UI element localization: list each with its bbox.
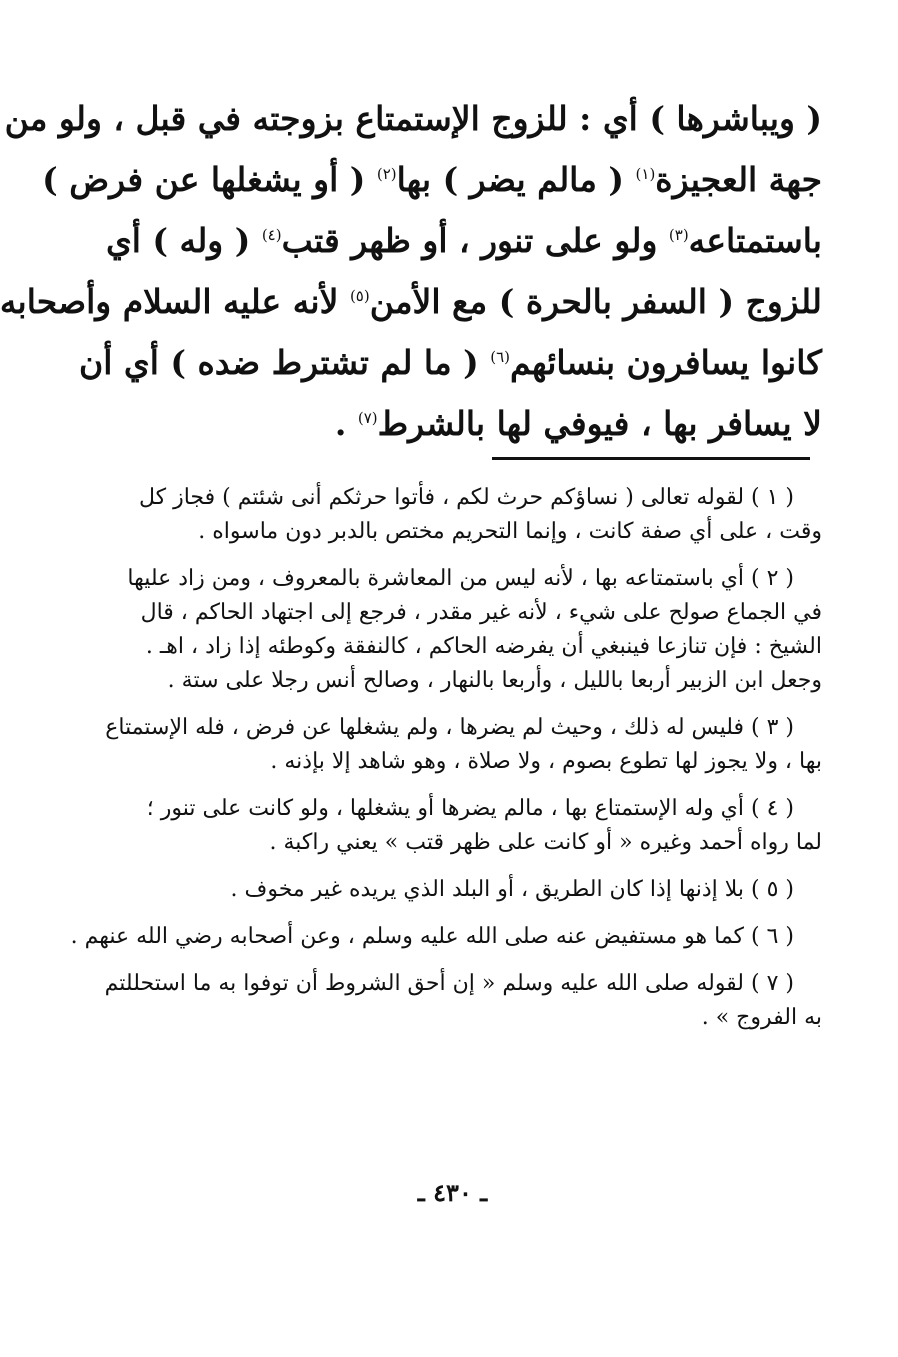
main-line-5 xyxy=(78,332,822,393)
footnote-marker-4[interactable]: (٤) xyxy=(261,226,282,244)
footnote-line: به الفروج » . xyxy=(701,1005,822,1030)
footnote-2 xyxy=(83,562,822,698)
main-line-2 xyxy=(42,149,822,210)
footnote-marker-5[interactable]: (٥) xyxy=(349,287,370,305)
footnote-5 xyxy=(83,873,822,907)
footnote-line: الشيخ : فإن تنازعا فينبغي أن يفرضه الحاكم ، كالنفقة وكوطئه إذا زاد ، اهـ . xyxy=(145,634,822,659)
footnote-line: ( ٣ ) فليس له ذلك ، وحيث لم يضرها ، ولم يشغلها عن فرض ، فله الإستمتاع xyxy=(105,715,794,740)
main-text-segment: لأنه عليه السلام وأصحابه xyxy=(0,282,339,321)
footnote-4 xyxy=(83,792,822,860)
footnote-line: وقت ، على أي صفة كانت ، وإنما التحريم مختص بالدبر دون ماسواه . xyxy=(198,519,822,544)
main-text-segment: لا يسافر بها ، فيوفي لها بالشرط xyxy=(377,404,822,443)
page-number: ـ ٤٣٠ ـ xyxy=(417,1178,488,1207)
footnote-line: ( ٧ ) لقوله صلى الله عليه وسلم « إن أحق الشروط أن توفوا به ما استحللتم xyxy=(104,971,794,996)
footnote-7 xyxy=(83,967,822,1035)
footnote-marker-7[interactable]: (٧) xyxy=(357,409,378,427)
footnote-marker-3[interactable]: (٣) xyxy=(668,226,689,244)
main-text-segment: ( أو يشغلها عن فرض ) xyxy=(42,160,366,199)
main-line-1 xyxy=(4,88,822,149)
footnote-line: ( ٦ ) كما هو مستفيض عنه صلى الله عليه وسلم ، وعن أصحابه رضي الله عنهم . xyxy=(70,924,794,949)
footnote-line: ( ٤ ) أي وله الإستمتاع بها ، مالم يضرها أو يشغلها ، ولو كانت على تنور ؛ xyxy=(146,796,794,821)
footnote-6 xyxy=(70,920,822,954)
main-text-segment: ولو على تنور ، أو ظهر قتب xyxy=(281,221,658,260)
main-text-segment: ( ما لم تشترط ضده ) أي أن xyxy=(78,343,479,382)
footnote-marker-1[interactable]: (١) xyxy=(635,165,656,183)
footnote-line: ( ١ ) لقوله تعالى ( نساؤكم حرث لكم ، فأتوا حرثكم أنى شئتم ) فجاز كل xyxy=(138,485,794,510)
footnote-marker-2[interactable]: (٢) xyxy=(376,165,397,183)
main-text-segment: ( ويباشرها ) أي : للزوج الإستمتاع بزوجته في قبل ، ولو من xyxy=(4,99,822,138)
main-text-segment: . xyxy=(334,404,347,443)
footnote-line: وجعل ابن الزبير أربعا بالليل ، وأربعا بالنهار ، وصالح أنس رجلا على ستة . xyxy=(167,668,822,693)
main-line-3 xyxy=(83,210,822,271)
main-line-6 xyxy=(83,393,822,454)
footnote-line: ( ٢ ) أي باستمتاعه بها ، لأنه ليس من المعاشرة بالمعروف ، ومن زاد عليها xyxy=(127,566,794,591)
footnote-1 xyxy=(83,481,822,549)
main-text-segment: جهة العجيزة xyxy=(655,160,822,199)
footnote-line: ( ٥ ) بلا إذنها إذا كان الطريق ، أو البلد الذي يريده غير مخوف . xyxy=(230,877,794,902)
footnote-separator xyxy=(492,457,810,460)
footnote-3 xyxy=(83,711,822,779)
footnotes xyxy=(70,481,822,1048)
footnote-line: لما رواه أحمد وغيره « أو كانت على ظهر قتب » يعني راكبة . xyxy=(269,830,822,855)
main-line-4 xyxy=(0,271,822,332)
footnote-marker-6[interactable]: (٦) xyxy=(490,348,511,366)
main-text xyxy=(0,88,822,454)
main-text-segment: باستمتاعه xyxy=(688,221,822,260)
footnote-line: في الجماع صولح على شيء ، لأنه غير مقدر ، فرجع إلى اجتهاد الحاكم ، قال xyxy=(140,600,822,625)
main-text-segment: للزوج ( السفر بالحرة ) مع الأمن xyxy=(369,282,822,321)
main-text-segment: ( مالم يضر ) بها xyxy=(396,160,625,199)
footnote-line: بها ، ولا يجوز لها تطوع بصوم ، ولا صلاة ، وهو شاهد إلا بإذنه . xyxy=(270,749,822,774)
main-text-segment: كانوا يسافرون بنسائهم xyxy=(510,343,822,382)
main-text-segment: ( وله ) أي xyxy=(105,221,251,260)
